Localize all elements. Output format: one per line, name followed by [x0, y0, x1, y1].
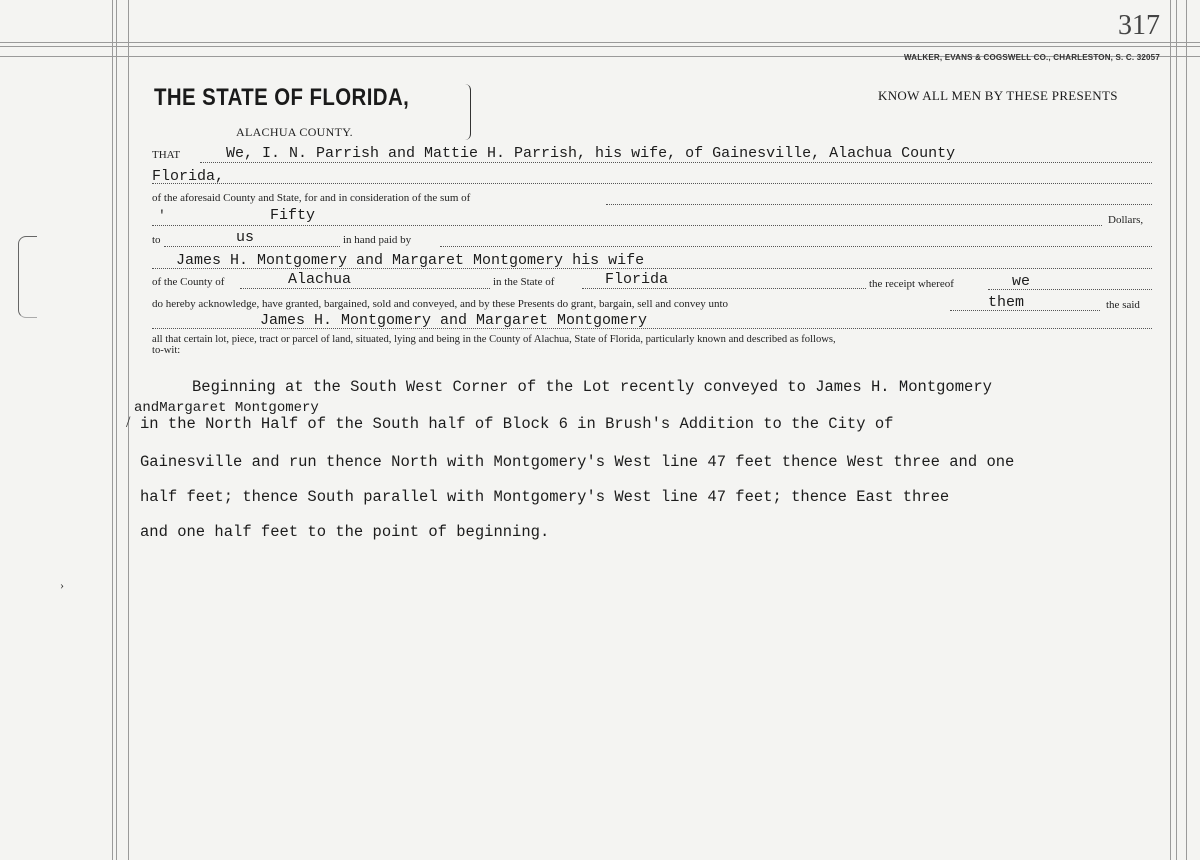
county-of-value: Alachua	[288, 271, 352, 288]
arrow-mark: ›	[60, 578, 64, 592]
insertion-slash: /	[126, 414, 131, 431]
paid-by-dotted-line	[440, 246, 1152, 247]
sum-value: Fifty	[270, 207, 316, 224]
printer-imprint: WALKER, EVANS & COGSWELL CO., CHARLESTON, S. C. 32057	[904, 53, 1160, 62]
right-margin-rule-2	[1176, 0, 1177, 860]
grantees-dotted-line	[152, 268, 1152, 269]
right-margin-rule	[1170, 0, 1171, 860]
acknowledge-dotted-line	[950, 310, 1100, 311]
county-heading: ALACHUA COUNTY.	[236, 125, 353, 139]
all-that-label: all that certain lot, piece, tract or parcel of land, situated, lying and being in the County of Alachua, State of Florida, particularly known and described as follows,	[152, 334, 836, 345]
that-dotted-line	[200, 162, 1152, 163]
heading-brace	[464, 84, 471, 140]
description-line-1: Beginning at the South West Corner of the Lot recently conveyed to James H. Montgomery	[192, 378, 992, 396]
said-grantees-dotted-line	[152, 328, 1152, 329]
left-margin-rule	[112, 0, 113, 860]
aforesaid-label: of the aforesaid County and State, for and in consideration of the sum of	[152, 192, 471, 204]
grantors-line2: Florida,	[152, 168, 225, 185]
that-label: THAT	[152, 149, 181, 161]
state-of-dotted-line	[582, 288, 866, 289]
receipt-label: the receipt whereof	[869, 278, 954, 290]
to-label: to	[152, 234, 161, 246]
convey-to-value: them	[988, 294, 1025, 311]
aforesaid-dotted-line	[606, 204, 1152, 205]
description-line-4: Gainesville and run thence North with Montgomery's West line 47 feet thence West three and one	[140, 453, 1015, 471]
description-line-5: half feet; thence South parallel with Montgomery's West line 47 feet; thence East three	[140, 488, 950, 506]
grantors-line2-rule	[152, 183, 1152, 184]
dollars-label: Dollars,	[1108, 214, 1144, 226]
sum-mark: '	[158, 208, 166, 223]
top-rule-2	[0, 46, 1200, 47]
receipt-value: we	[1012, 273, 1031, 290]
said-grantees-value: James H. Montgomery and Margaret Montgomery	[260, 312, 648, 329]
description-line-2: andMargaret Montgomery	[134, 400, 319, 416]
state-of-label: in the State of	[493, 276, 555, 288]
know-all-men: KNOW ALL MEN BY THESE PRESENTS	[878, 88, 1118, 103]
left-margin-rule-2	[116, 0, 117, 860]
county-of-dotted-line	[240, 288, 490, 289]
acknowledge-label: do hereby acknowledge, have granted, bargained, sold and conveyed, and by these Presents do grant, bargain, sell and convey unto	[152, 298, 729, 310]
state-heading: THE STATE OF FLORIDA,	[154, 84, 410, 111]
sum-dotted-line	[152, 225, 1102, 226]
to-dotted-line	[164, 246, 340, 247]
top-rule	[0, 42, 1200, 43]
grantees-value: James H. Montgomery and Margaret Montgomery his wife	[176, 252, 645, 269]
county-of-label: of the County of	[152, 276, 225, 288]
page-number: 317	[1118, 10, 1160, 41]
paid-to-value: us	[236, 229, 255, 246]
right-margin-rule-3	[1186, 0, 1187, 860]
description-line-6: and one half feet to the point of beginning.	[140, 523, 550, 541]
paid-by-label: in hand paid by	[343, 234, 412, 246]
the-said-label: the said	[1106, 299, 1140, 311]
to-wit-label: to-wit:	[152, 345, 181, 356]
grantors-line1: We, I. N. Parrish and Mattie H. Parrish, his wife, of Gainesville, Alachua County	[226, 145, 956, 162]
state-of-value: Florida	[605, 271, 669, 288]
binding-bracket-mark	[18, 236, 37, 318]
description-line-3: in the North Half of the South half of Block 6 in Brush's Addition to the City of	[140, 415, 894, 433]
